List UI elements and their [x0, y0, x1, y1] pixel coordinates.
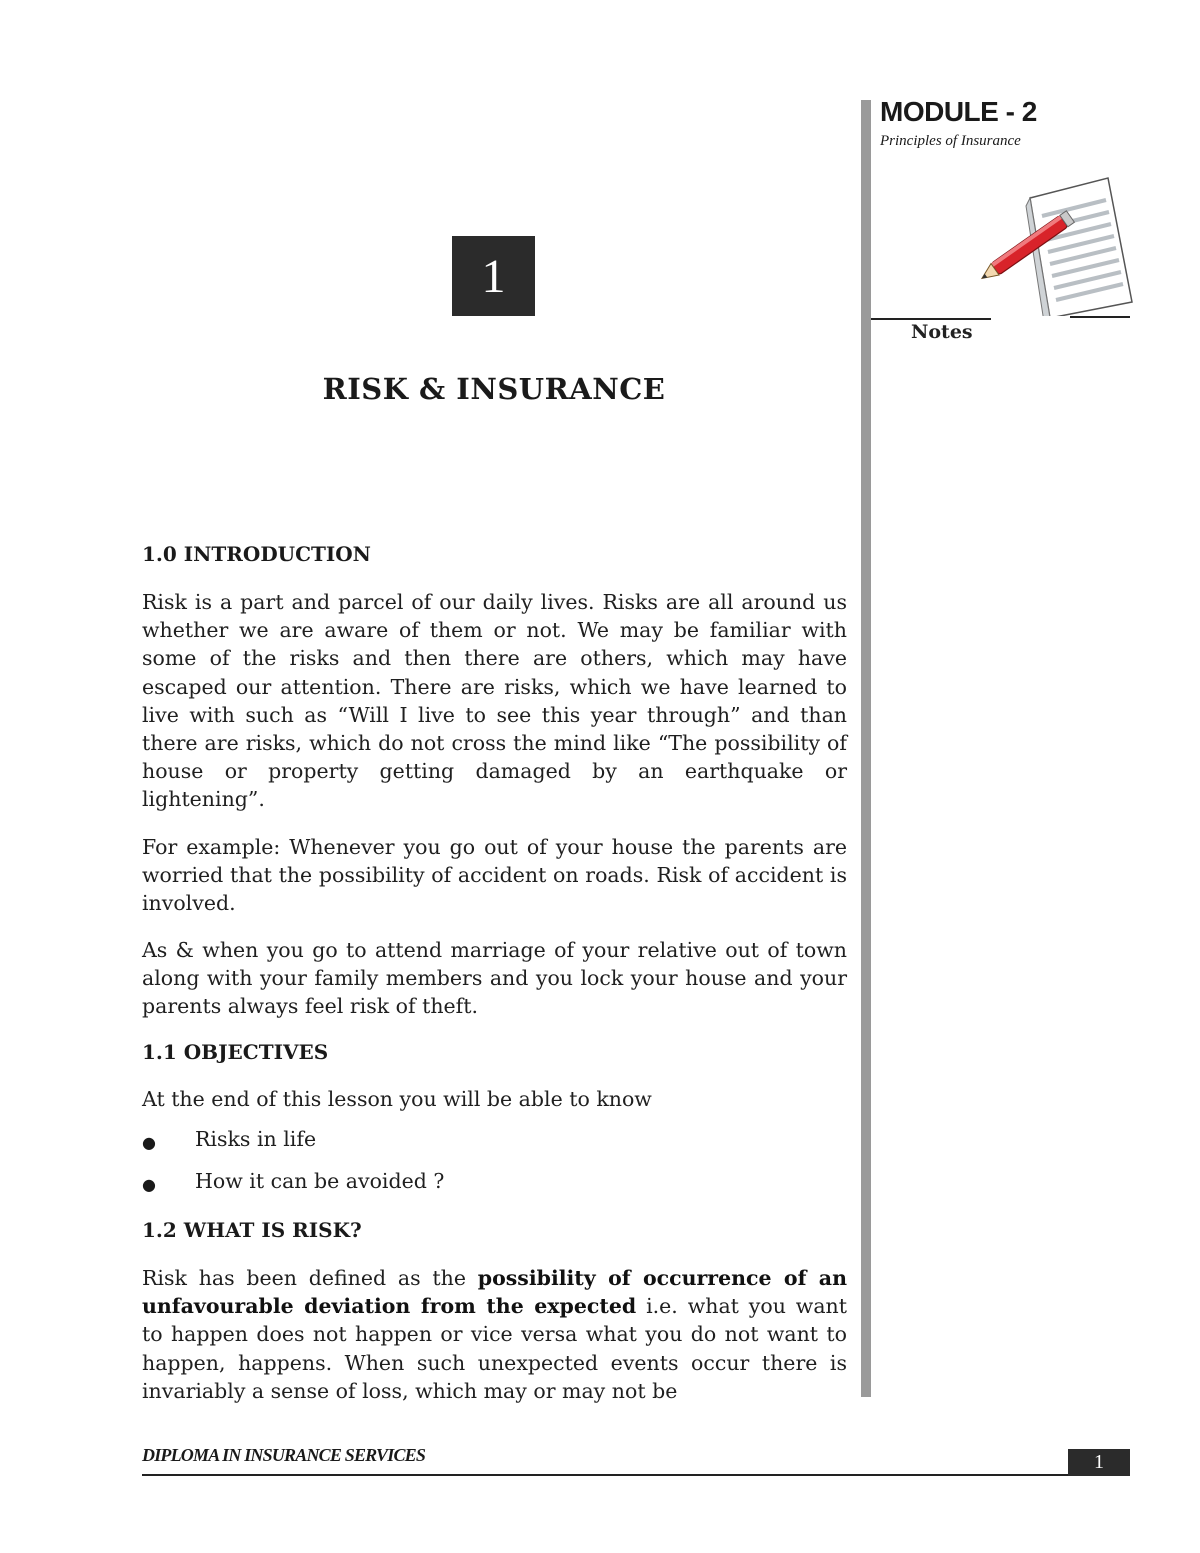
section-heading-introduction: 1.0 INTRODUCTION — [142, 542, 371, 566]
notepad-pencil-icon — [980, 176, 1140, 320]
margin-bar — [861, 100, 871, 1397]
risk-definition-start: Risk has been defined as the — [142, 1266, 478, 1290]
risk-definition-end: i.e. what you want to happen does not happen or vice versa what you do not want to happen, happens. When such unexpected events occur there is invariably a sense of loss, which may or may not be — [142, 1294, 847, 1403]
footer-course-title: DIPLOMA IN INSURANCE SERVICES — [142, 1445, 426, 1465]
chapter-number-badge: 1 — [452, 236, 535, 316]
section-heading-what-is-risk: 1.2 WHAT IS RISK? — [142, 1218, 362, 1242]
section-heading-objectives: 1.1 OBJECTIVES — [142, 1040, 329, 1064]
module-title: MODULE - 2 — [880, 96, 1037, 127]
intro-paragraph-1: Risk is a part and parcel of our daily lives. Risks are all around us whether we are aware of them or not. We may be familiar with some of the risks and then there are others, which may have escaped our attention. There are risks, which we have learned to live with such as “Will I live to see this year through” and than there are risks, which do not cross the mind like “The possibility of house or property getting damaged by an earthquake or lightening”. — [142, 590, 847, 812]
chapter-title: RISK & INSURANCE — [322, 372, 666, 406]
intro-paragraph-3: As & when you go to attend marriage of your relative out of town along with your family members and you lock your house and your parents always feel risk of theft. — [142, 938, 847, 1019]
objective-item: Risks in life — [195, 1127, 317, 1151]
objective-item: How it can be avoided ? — [195, 1169, 445, 1193]
intro-paragraph-2: For example: Whenever you go out of your house the parents are worried that the possibility of accident on roads. Risk of accident is involved. — [142, 835, 847, 916]
bullet-icon: ● — [142, 1175, 156, 1194]
notes-rule — [1070, 316, 1130, 318]
notes-rule — [871, 318, 991, 320]
module-subtitle: Principles of Insurance — [880, 133, 1021, 149]
footer-rule — [142, 1474, 1130, 1476]
objectives-lead: At the end of this lesson you will be able to know — [142, 1087, 652, 1111]
page-number: 1 — [1068, 1449, 1130, 1476]
risk-definition-bold: possibility of occurrence of an unfavourable deviation from the expected — [142, 1266, 847, 1319]
risk-definition-paragraph — [142, 1264, 847, 1405]
notes-label: Notes — [911, 321, 973, 343]
bullet-icon: ● — [142, 1133, 156, 1152]
